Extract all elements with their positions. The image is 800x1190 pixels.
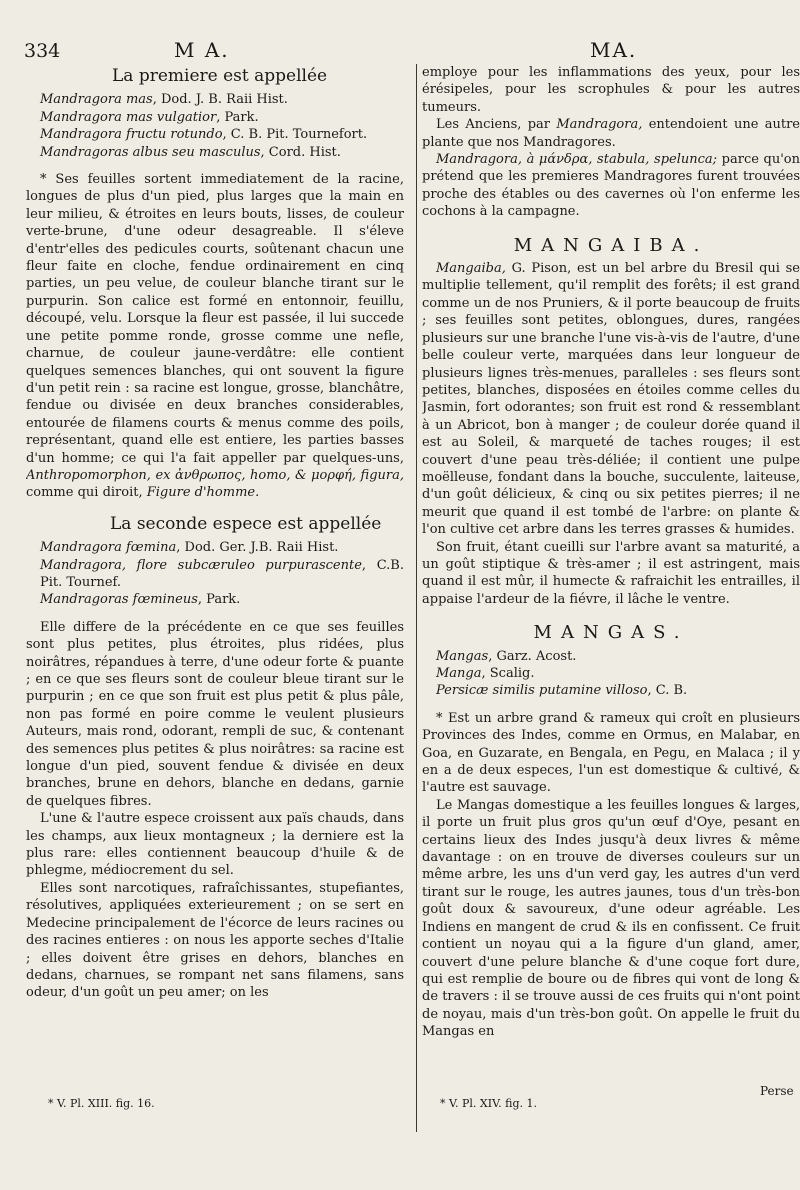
continuation-paragraph: employe pour les inflammations des yeux, pour les érésipeles, pour les scrophules & pour les autres tumeurs. bbox=[422, 65, 800, 115]
entry-title-mangaiba: MANGAIBA. bbox=[513, 234, 709, 256]
left-column bbox=[26, 64, 404, 1114]
synonym-line: Mandragora fructu rotundo, C. B. Pit. Tournefort. bbox=[40, 127, 368, 143]
page-header bbox=[0, 36, 800, 66]
description-paragraph: Elle differe de la précédente en ce que ses feuilles sont plus petites, plus étroites, plus ridées, plus noirâtres, répandues à terre, d'une odeur forte & puante ; en ce que ses fleurs sont de couleur bleue tirant sur le purpurin ; en ce que son fruit est plus petit & plus pâle, non pas formé en poire comme le veulent plusieurs Auteurs, mais rond, odorant, rempli de suc, & contenant des semences plus petites & plus noirâtres: sa racine est longue d'un pied, souvent fendue & divisée en deux branches, brune en dehors, blanche en dedans, garnie de quelques fibres. bbox=[26, 619, 404, 809]
mangaiba-description: Mangaiba, G. Pison, est un bel arbre du Bresil qui se multiplie tellement, qu'il remplit des forêts; il est grand comme un de nos Pruniers, & il porte beaucoup de fruits ; ses feuilles sont petites, oblongues, dures, rangées plusieurs sur une branche l'une vis-à-vis de l'autre, d'une belle couleur verte, marquées dans leur longueur de plusieurs lignes très-menues, paralleles : ses fleurs sont petites, blanches, disposées en étoiles comme celles du Jasmin, fort odorantes; son fruit est rond & ressemblant à un Abricot, bon à manger ; de couleur dorée quand il est au Soleil, & marqueté de taches rouges; il est couvert d'une peau très-déliée; il contient une pulpe moëlleuse, fondant dans la bouche, succulente, laiteuse, d'un goût délicieux, & cinq ou six petites pierres; il ne meurit que quand il est tombé de l'arbre: on plante & l'on cultive cet arbre dans les terres grasses & humides. bbox=[422, 261, 800, 538]
column-divider bbox=[416, 64, 417, 1132]
description-paragraph: * Ses feuilles sortent immediatement de la racine, longues de plus d'un pied, plus larges que la main en leur milieu, & étroites en leurs bouts, lisses, de couleur verte-brune, d'une odeur desagreable. Il s'éleve d'entr'elles des pedicules courts, soûtenant chacun une fleur faite en cloche, fendue ordinairement en cinq parties, un peu velue, de couleur blanche tirant sur le purpurin. Son calice est formé en entonnoir, feuillu, découpé, velu. Lorsque la fleur est passée, il lui succede une petite pomme ronde, grosse comme une nefle, charnue, de couleur jaune-verdâtre: elle contient quelques semences blanches, qui ont souvent la figure d'un petit rein : sa racine est longue, grosse, blanchâtre, fendue ou divisée en deux branches considerables, entourée de filamens courts & menus comme des poils, représentant, quand elle est entiere, les parties basses d'un homme; ce qui l'a fait appeller par quelques-uns, Anthropomorphon, ex ἀνθρωπος, homo, & μορφή, figura, comme qui diroit, Figure d'homme. bbox=[26, 172, 404, 501]
habitat-paragraph: L'une & l'autre espece croissent aux païs chauds, dans les champs, aux lieux montagneux ; la derniere est la plus rare: elles contiennent beaucoup d'huile & de phlegme, médiocrement du sel. bbox=[26, 811, 404, 879]
synonym-line: Persicæ similis putamine villoso, C. B. bbox=[436, 683, 688, 699]
entry-title-mangas: MANGAS. bbox=[533, 622, 689, 644]
mangaiba-properties: Son fruit, étant cueilli sur l'arbre avant sa maturité, a un goût stiptique & très-amer ; il est astringent, mais quand il est mûr, il humecte & rafraichit les entrailles, il appaise l'ardeur de la fiévre, il lâche le ventre. bbox=[422, 539, 800, 607]
properties-paragraph: Elles sont narcotiques, rafraîchissantes, stupefiantes, résolutives, appliquées exterieurement ; on se sert en Medecine principalement de l'écorce de leurs racines ou des racines entieres : on nous les apporte seches d'Italie ; elles doivent être grises en dehors, blanches en dedans, charnues, se rompant net sans filamens, sans odeur, d'un goût un peu amer; on les bbox=[26, 880, 404, 1001]
footnote-right: * V. Pl. XIV. fig. 1. bbox=[440, 1097, 537, 1110]
synonym-line: Mangas, Garz. Acost. bbox=[436, 648, 577, 664]
ancients-paragraph: Les Anciens, par Mandragora, entendoient une autre plante que nos Mandragores. bbox=[422, 117, 800, 150]
page-number: 334 bbox=[24, 40, 61, 62]
synonym-line: Mandragora, flore subcæruleo purpurascente, C.B. Pit. Tournef. bbox=[40, 557, 404, 590]
right-column bbox=[422, 64, 800, 1114]
synonym-line: Mandragora fœmina, Dod. Ger. J.B. Raii Hist. bbox=[40, 540, 339, 556]
running-head-right: MA. bbox=[590, 38, 638, 62]
section-heading-second-species: La seconde espece est appellée bbox=[110, 513, 382, 534]
etymology-paragraph: Mandragora, à μάνδρα, stabula, spelunca; parce qu'on prétend que les premieres Mandragores furent trouvées proche des étables ou des cavernes où l'on enferme les cochons à la campagne. bbox=[422, 152, 800, 220]
synonym-line: Mandragora mas, Dod. J. B. Raii Hist. bbox=[40, 92, 288, 108]
synonym-line: Mandragoras albus seu masculus, Cord. Hist. bbox=[40, 144, 341, 160]
section-heading-first-species: La premiere est appellée bbox=[112, 66, 328, 86]
catchword: Perse bbox=[760, 1084, 794, 1098]
synonym-line: Manga, Scalig. bbox=[436, 666, 535, 681]
running-head-left: M A. bbox=[174, 38, 230, 62]
mangas-description: * Est un arbre grand & rameux qui croît en plusieurs Provinces des Indes, comme en Ormus, en Malabar, en Goa, en Guzarate, en Bengala, en Pegu, en Malaca ; il y en a de deux especes, l'un est domestique & cultivé, & l'autre est sauvage. bbox=[422, 710, 800, 796]
synonym-line: Mandragora mas vulgatior, Park. bbox=[40, 109, 259, 125]
footnote-left: * V. Pl. XIII. fig. 16. bbox=[48, 1097, 155, 1110]
mangas-domestic-paragraph: Le Mangas domestique a les feuilles longues & larges, il porte un fruit plus gros qu'un œuf d'Oye, pesant en certains lieux des Indes jusqu'à deux livres & même davantage : on en trouve de diverses couleurs sur un même arbre, les uns d'un verd gay, les autres d'un verd tirant sur le rouge, les autres jaunes, tous d'un très-bon goût doux & savoureux, d'une odeur agréable. Les Indiens en mangent de crud & ils en confissent. Ce fruit contient un noyau qui a la figure d'un gland, amer, couvert d'une pelure blanche & d'une coque fort dure, qui est remplie de boure ou de fibres qui vont de long & de travers : il se trouve aussi de ces fruits qui n'ont point de noyau, mais d'un très-bon goût. On appelle le fruit du Mangas en bbox=[422, 797, 800, 1040]
synonym-line: Mandragoras fœmineus, Park. bbox=[40, 592, 241, 608]
